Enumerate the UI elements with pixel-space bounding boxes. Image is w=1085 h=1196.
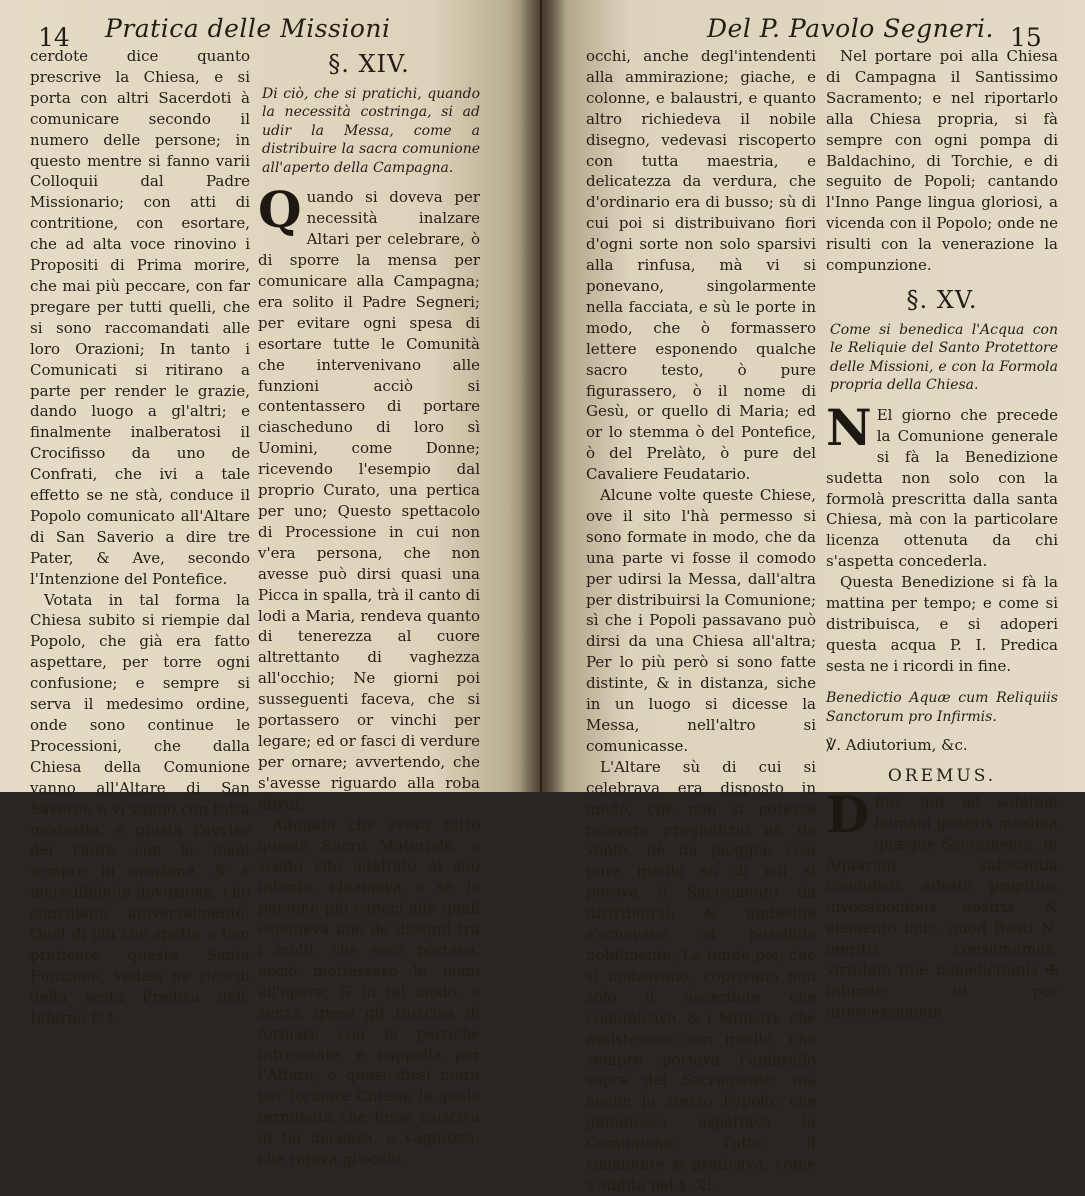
section-summary: Come si benedica l'Acqua con le Reliquie del Santo Protettore delle Missioni, e con la Formola propria della Chiesa. [830, 321, 1058, 394]
paragraph-text: El giorno che precede la Comunione generale si fà la Benedizione sudetta non solo con la formolà prescritta dalla santa Chiesa, mà con la particolare licenza ottenuta da chi s'aspetta concederla. [826, 405, 1058, 571]
paragraph: cerdote dice quanto prescrive la Chiesa, e si porta con altri Sacerdoti à comunicare secondo il numero delle persone; in questo mentre si fanno varii Colloquii dal Padre Missionario; con atti di contritione, con esortare, che ad alta voce rinovino i Propositi di Prima morire, che mai più peccare, con far pregare per tutti quelli, che si sono raccomandati alle loro Orazioni; In tanto i Comunicati si ritirano a parte per render le grazie, dando luogo a gl'altri; e finalmente inalberatosi il Crocifisso da uno de Confrati, che ivi a tale effetto se ne stà, conduce il Popolo comunicato all'Altare di San Saverio a dire tre Pater, & Ave, secondo l'Intenzione del Pontefice. [30, 47, 250, 588]
drop-cap: D [826, 785, 870, 845]
drop-cap: N [826, 397, 872, 457]
oremus-heading: OREMUS. [887, 765, 997, 786]
section-summary: Di ciò, che si pratichi, quando la necessità costringa, si ad udir la Messa, come a distribuire la sacra comunione all'aperto della Campagna. [262, 85, 480, 176]
page-number-right: 15 [1010, 23, 1042, 52]
right-page [542, 0, 1085, 1194]
versicle: ℣. Adiutorium, &c. [826, 735, 968, 754]
paragraph: Adunato che aveva tutto questo Sacro Materiale, e scelto sito adattato al suo intento, chiamava a sè le persone più capaci alle quali esponeva uno de disegni trà i molti, che seco portava, acciò mettessero le mani all'opera; & in tal modo, e senza spesa gli riusciva di formare con le pertiche intrecciate, e cappella per l'Altare, e quasi dissi mura per formare Chiesa; la quale terminata che fosse riusciva di tal decenza, e vaghezza, che rapiva gl'occhi, [258, 815, 480, 1169]
left-column-1 [30, 46, 250, 1029]
left-page [0, 0, 540, 1169]
section-title: §. XIV. [328, 50, 410, 78]
running-head-left: Pratica delle Missioni [105, 14, 391, 43]
section-title: §. XV. [906, 285, 978, 314]
page-number-left: 14 [38, 23, 70, 52]
paragraph: Alcune volte queste Chiese, ove il sito l'hà permesso si sono formate in modo, che da una parte vi fosse il comodo per udirsi la Messa, dall'altra per distribuirsi la Comunione; sì che i Popoli passavano può dirsi da una Chiesa all'altra; Per lo più però si sono fatte distinte, & in distanza, siche in un luogo si dicesse la Messa, nell'altro si comunicasse. [586, 486, 816, 755]
left-column-2 [258, 50, 480, 1170]
paragraph: L'Altare sù di cui si celebrava era disposto in modo, che non si potesse ricevere pregiudizio nè da vento, nè da pioggia; così pure quello sù di cui si posava il Sacramento da distribuirsi; & ambedue s'ornavano al possibile nobilmente; Le tende poi, che si inalzavano, coprivano non solo il Sacerdote che comunicava, & i Ministri, che assistevano con quello, che sempre portava l'ombrello sopra del Sacramento; mà anche lo stesso Popolo; che genuflesso aspettava la Comunione; Tutto il rimanente si praticava, come s'addita nel §. XI. [586, 757, 816, 1194]
paragraph: Votata in tal forma la Chiesa subito si riempie dal Popolo, che già era fatto aspettare, per torre ogni confusione; e sempre si serva il medesimo ordine, onde sono continue le Processioni, che dalla Chiesa della Comunione vanno all'Altare di San Saverio; e vi vanno con tutta modestia, e giusta l'avviso del Padre con le mani sempre in orazione, & è incredibile la devozione, che conciliano universalmente; Quel di più che spetta a ben praticare questa Santa Funzione, vedasi ne ricordi della sesta Predica dell' Inferno P. I. [30, 590, 250, 1027]
prayer-text: Eus qui ad salutem humani generis maxima quæque Sacramenta, in Aquarum substantia condidisti, adesto propitius invocationibus nostris, & elemento huic, quod Beati N. meritis consignamus, virtutem tuæ benedictionis ✠ infunde: ut per intercessionem [826, 793, 1058, 1021]
right-column-1 [586, 46, 816, 1196]
prayer [826, 785, 1058, 1022]
paragraph: Nel portare poi alla Chiesa di Campagna il Santissimo Sacramento; e nel riportarlo alla Chiesa propria, si fà sempre con ogni pompa di Baldachino, di Torchie, e di seguito de Popoli; cantando l'Inno Pange lingua gloriosi, a vicenda con il Popolo; onde ne risulti con la venerazione la compunzione. [826, 47, 1058, 275]
paragraph: occhi, anche degl'intendenti alla ammirazione; giache, e colonne, e balaustri, e quanto altro richiedeva il nobile disegno, vedevasi riscoperto con tutta maestria, e delicatezza da verdura, che d'ordinario era di busso; sù di cui poi si distribuivano fiori d'ogni sorte non solo sparsivi alla rinfusa, mà vi si ponevano, singolarmente nella facciata, e sù le porte in modo, che ò formassero lettere esponendo qualche sacro testo, ò pure figurassero, ò il nome di Gesù, or quello di Maria; ed or lo stemma ò del Pontefice, ò del Prelàto, ò pure del Cavaliere Feudatario. [586, 47, 816, 484]
paragraph [826, 397, 1058, 572]
right-column-2 [826, 46, 1058, 1022]
rubric: Benedictio Aquæ cum Reliquiis Sanctorum pro Infirmis. [826, 689, 1058, 725]
paragraph: Questa Benedizione si fà la mattina per tempo; e come si distribuisca, e si adoperi questa acqua P. I. Predica sesta ne i ricordi in fine. [826, 573, 1058, 675]
drop-cap: Q [258, 180, 302, 240]
paragraph [258, 180, 480, 814]
running-head-right: Del P. Pavolo Segneri. [707, 14, 994, 43]
paragraph-text: uando si doveva per necessità inalzare Altari per celebrare, ò di sporre la mensa per comunicare alla Campagna; era solito il Padre Segneri; per evitare ogni spesa di esortare tutte le Comunità che intervenivano alle funzioni acciò si contentassero di portare ciascheduno di loro sì Uomini, come Donne; ricevendo l'esempio dal proprio Curato, una pertica per uno; Questo spettacolo di Processione in cui non v'era persona, che non avesse può dirsi quasi una Picca in spalla, trà il canto di lodi a Maria, rendeva quanto di tenerezza al cuore altrettanto di vaghezza all'occhio; Ne giorni poi susseguenti faceva, che si portassero or vinchi per legare; ed or fasci di verdure per ornare; avvertendo, che s'avesse riguardo alla roba altrui. [258, 188, 480, 813]
